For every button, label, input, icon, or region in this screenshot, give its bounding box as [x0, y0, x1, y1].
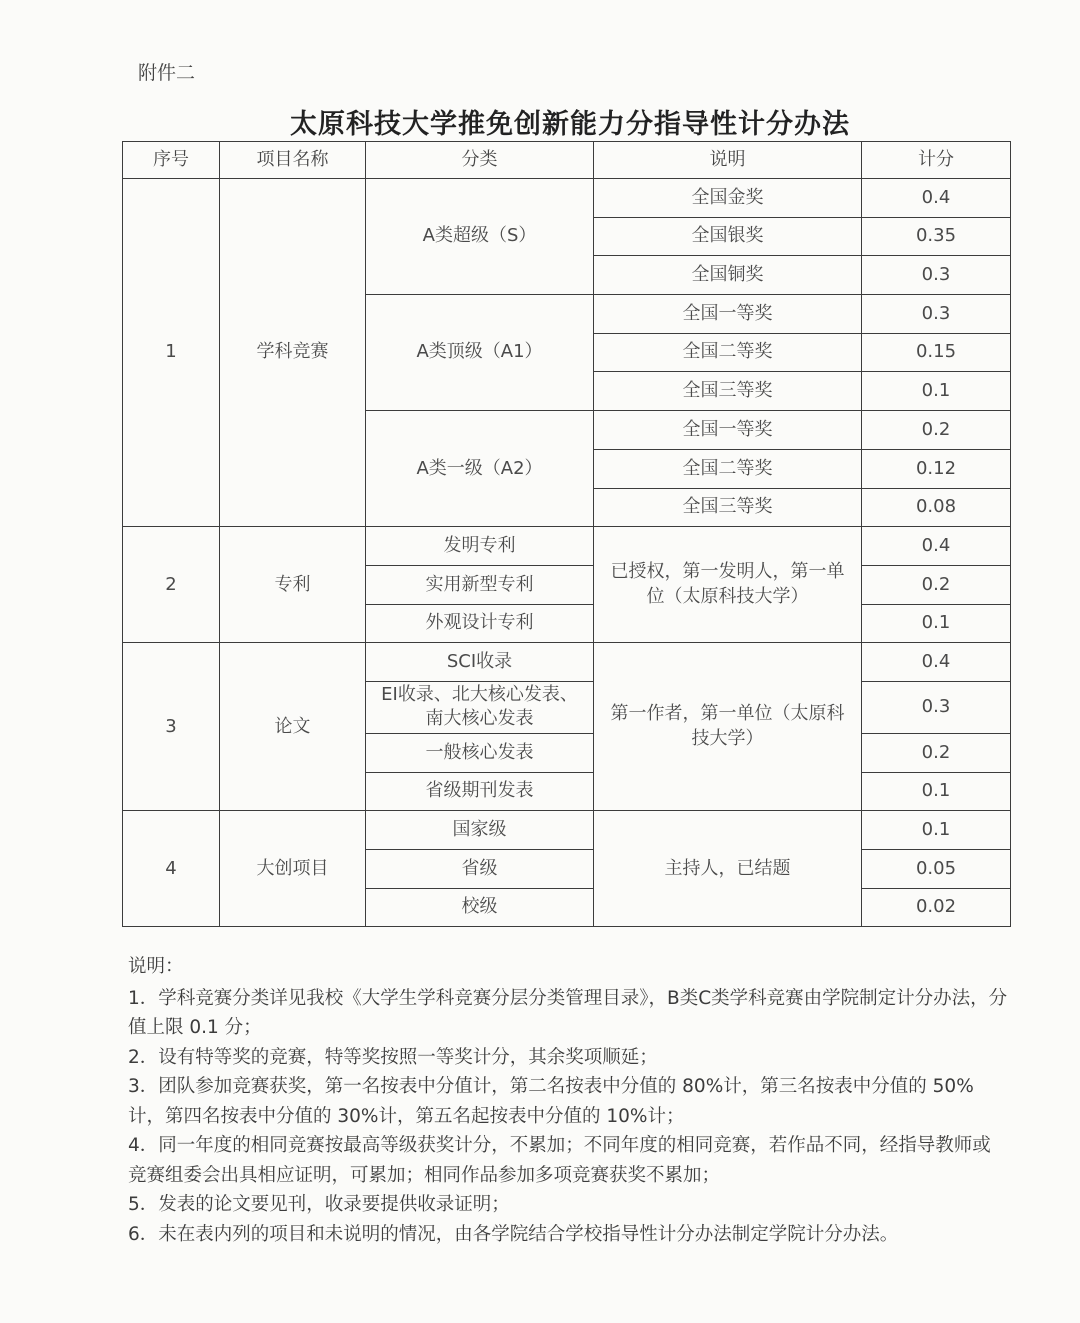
- table-row: [123, 527, 1011, 566]
- score-cell: 0.15: [862, 333, 1011, 372]
- description-cell: 主持人，已结题: [594, 811, 862, 927]
- category-cell: [366, 681, 594, 733]
- note-item: 1．学科竞赛分类详见我校《大学生学科竞赛分层分类管理目录》，B类C类学科竞赛由学院制定计分办法，分值上限 0.1 分；: [128, 987, 1008, 1038]
- description-cell: [594, 643, 862, 811]
- description-cell: 全国金奖: [594, 179, 862, 218]
- group-name: 专利: [220, 527, 366, 643]
- description-cell: 全国三等奖: [594, 372, 862, 411]
- note-item: 4．同一年度的相同竞赛按最高等级获奖计分，不累加；不同年度的相同竞赛，若作品不同，经指导教师或竞赛组委会出具相应证明，可累加；相同作品参加多项竞赛获奖不累加；: [128, 1135, 991, 1186]
- score-cell: 0.12: [862, 449, 1011, 488]
- category-cell: 外观设计专利: [366, 604, 594, 643]
- header-no: 序号: [123, 142, 220, 179]
- table-row: [123, 811, 1011, 850]
- score-cell: 0.3: [862, 295, 1011, 334]
- group-no: 1: [123, 179, 220, 527]
- score-cell: 0.1: [862, 811, 1011, 850]
- score-cell: 0.1: [862, 604, 1011, 643]
- notes-heading: 说明：: [128, 956, 184, 977]
- group-no: 4: [123, 811, 220, 927]
- category-cell: 省级: [366, 850, 594, 889]
- header-category: 分类: [366, 142, 594, 179]
- scoring-table: [122, 141, 1011, 927]
- score-cell: 0.2: [862, 733, 1011, 772]
- score-cell: 0.2: [862, 565, 1011, 604]
- document-title: 太原科技大学推免创新能力分指导性计分办法: [290, 109, 850, 140]
- note-item: 3．团队参加竞赛获奖，第一名按表中分值计，第二名按表中分值的 80%计，第三名按表中分值的 50%计，第四名按表中分值的 30%计，第五名起按表中分值的 10%计；: [128, 1076, 974, 1127]
- description-cell: 全国一等奖: [594, 295, 862, 334]
- notes-section: [128, 952, 1008, 1249]
- description-cell: 全国银奖: [594, 217, 862, 256]
- score-cell: 0.3: [862, 256, 1011, 295]
- group-name: 学科竞赛: [220, 179, 366, 527]
- category-cell: 发明专利: [366, 527, 594, 566]
- table-row: [123, 643, 1011, 682]
- score-cell: 0.1: [862, 372, 1011, 411]
- note-item: 2．设有特等奖的竞赛，特等奖按照一等奖计分，其余奖项顺延；: [128, 1046, 658, 1068]
- category-cell: SCI收录: [366, 643, 594, 682]
- description-cell: 全国三等奖: [594, 488, 862, 527]
- score-cell: 0.4: [862, 527, 1011, 566]
- attachment-label: 附件二: [138, 62, 196, 84]
- category-cell: 校级: [366, 888, 594, 927]
- score-cell: 0.02: [862, 888, 1011, 927]
- header-description: 说明: [594, 142, 862, 179]
- category-cell: 一般核心发表: [366, 733, 594, 772]
- header-score: 计分: [862, 142, 1011, 179]
- category-cell: A类一级（A2）: [366, 411, 594, 527]
- category-cell: A类顶级（A1）: [366, 295, 594, 411]
- group-name: 论文: [220, 643, 366, 811]
- note-item: 6．未在表内列的项目和未说明的情况，由各学院结合学校指导性计分办法制定学院计分办法。: [128, 1223, 899, 1245]
- description-text: 第一作者，第一单位（太原科技大学）: [610, 703, 845, 749]
- group-name: 大创项目: [220, 811, 366, 927]
- score-cell: 0.05: [862, 850, 1011, 889]
- header-name: 项目名称: [220, 142, 366, 179]
- description-cell: 全国二等奖: [594, 333, 862, 372]
- category-cell: 国家级: [366, 811, 594, 850]
- group-no: 2: [123, 527, 220, 643]
- description-cell: 全国铜奖: [594, 256, 862, 295]
- score-cell: 0.3: [862, 681, 1011, 733]
- category-cell: 省级期刊发表: [366, 772, 594, 811]
- score-cell: 0.4: [862, 643, 1011, 682]
- group-no: 3: [123, 643, 220, 811]
- note-item: 5．发表的论文要见刊，收录要提供收录证明；: [128, 1194, 510, 1215]
- score-cell: 0.08: [862, 488, 1011, 527]
- category-cell: A类超级（S）: [366, 179, 594, 295]
- score-cell: 0.2: [862, 411, 1011, 450]
- description-cell: [594, 527, 862, 643]
- score-cell: 0.1: [862, 772, 1011, 811]
- description-text: 已授权，第一发明人，第一单位（太原科技大学）: [610, 561, 845, 607]
- score-cell: 0.35: [862, 217, 1011, 256]
- table-row: [123, 179, 1011, 218]
- score-cell: 0.4: [862, 179, 1011, 218]
- description-cell: 全国二等奖: [594, 449, 862, 488]
- category-cell: 实用新型专利: [366, 565, 594, 604]
- table-header-row: [123, 142, 1011, 179]
- category-text: EI收录、北大核心发表、南大核心发表: [381, 684, 578, 730]
- description-cell: 全国一等奖: [594, 411, 862, 450]
